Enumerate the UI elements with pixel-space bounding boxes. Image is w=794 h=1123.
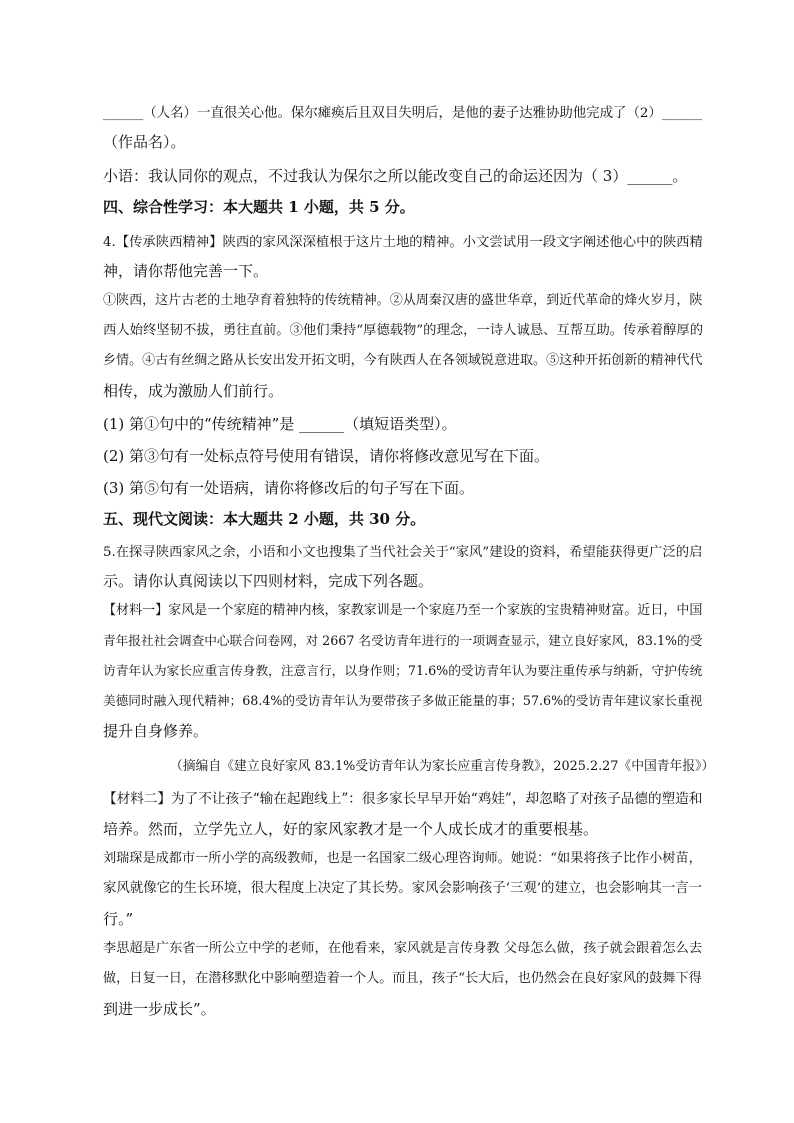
material-2-line: 李思超是广东省一所公立中学的老师，在他看来，家风就是言传身教 父母怎么做，孩子就会跟着怎么去 bbox=[103, 941, 703, 956]
passage-line: 相传，成为激励人们前行。 bbox=[103, 382, 284, 400]
passage-line: ①陕西，这片古老的土地孕育着独特的传统精神。②从周秦汉唐的盛世华章，到近代革命的烽火岁月，陕 bbox=[103, 293, 703, 308]
text-line: 示。请你认真阅读以下四则材料，完成下列各题。 bbox=[103, 572, 434, 590]
section-heading-4: 四、综合性学习：本大题共 1 小题，共 5 分。 bbox=[103, 198, 415, 216]
material-2-line: 【材料二】为了不让孩子“输在起跑线上”：很多家长早早开始“鸡娃”，却忽略了对孩子品德的塑造和 bbox=[103, 791, 703, 807]
text-line: 神，请你帮他完善一下。 bbox=[103, 262, 269, 280]
material-2-line: 家风就像它的生长环境，很大程度上决定了其长势。家风会影响孩子‘三观’的建立，也会影响其一言一 bbox=[103, 881, 703, 896]
material-1-line: 访青年认为家长应重言传身教，注意言行，以身作则；71.6%的受访青年认为要注重传承与纳新，守护传统 bbox=[103, 663, 703, 678]
text-line: ______（人名）一直很关心他。保尔瘫痪后且双目失明后，是他的妻子达雅协助他完成了（2）______ bbox=[103, 106, 703, 121]
subquestion-1: (1) 第①句中的“传统精神”是 ______（填短语类型）。 bbox=[103, 415, 457, 433]
text-line: （作品名）。 bbox=[103, 133, 186, 151]
section-heading-5: 五、现代文阅读：本大题共 2 小题，共 30 分。 bbox=[103, 510, 426, 528]
material-1-line: 青年报社社会调查中心联合问卷网，对 2667 名受访青年进行的一项调查显示，建立良好家风，83.1%的受 bbox=[103, 633, 703, 648]
material-1-line: 提升自身修养。 bbox=[103, 722, 209, 740]
material-2-line: 做，日复一日，在潜移默化中影响塑造着一个人。而且，孩子“长大后，也仍然会在良好家风的鼓舞下得 bbox=[103, 971, 702, 986]
material-2-line: 刘瑞琛是成都市一所小学的高级教师，也是一名国家二级心理咨询师。她说：“如果将孩子比作小树苗， bbox=[103, 851, 702, 866]
material-2-line: 到进一步成长”。 bbox=[103, 1000, 216, 1018]
material-1-line: 【材料一】家风是一个家庭的精神内核，家教家训是一个家庭乃至一个家族的宝贵精神财富。近日，中国 bbox=[103, 603, 703, 618]
material-2-line: 培养。然而，立学先立人，好的家风家教才是一个人成长成才的重要根基。 bbox=[103, 820, 599, 838]
material-1-source: （摘编自《建立良好家风 83.1%受访青年认为家长应重言传身教》，2025.2.27《中国青年报》） bbox=[170, 759, 715, 774]
material-1-line: 美德同时融入现代精神；68.4%的受访青年认为要带孩子多做正能量的事；57.6%的受访青年建议家长重视 bbox=[103, 693, 703, 708]
passage-line: 西人始终坚韧不拔，勇往直前。③他们秉持“厚德载物”的理念，一诗人诚恳、互帮互助。传承着醇厚的 bbox=[103, 323, 704, 338]
subquestion-3: (3) 第⑤句有一处语病，请你将修改后的句子写在下面。 bbox=[103, 479, 475, 497]
text-line: 小语：我认同你的观点，不过我认为保尔之所以能改变自己的命运还因为（ 3）______。 bbox=[103, 167, 688, 185]
subquestion-2: (2) 第③句有一处标点符号使用有错误，请你将修改意见写在下面。 bbox=[103, 447, 550, 465]
question-5-prompt: 5.在探寻陕西家风之余，小语和小文也搜集了当代社会关于“家风”建设的资料，希望能获得更广泛的启 bbox=[103, 545, 703, 560]
passage-line: 乡情。④古有丝绸之路从长安出发开拓文明，今有陕西人在各领域锐意进取。⑤这种开拓创新的精神代代 bbox=[103, 353, 703, 368]
material-2-line: 行。” bbox=[103, 910, 134, 928]
question-4-prompt: 4.【传承陕西精神】陕西的家风深深植根于这片土地的精神。小文尝试用一段文字阐述他心中的陕西精 bbox=[103, 235, 703, 250]
